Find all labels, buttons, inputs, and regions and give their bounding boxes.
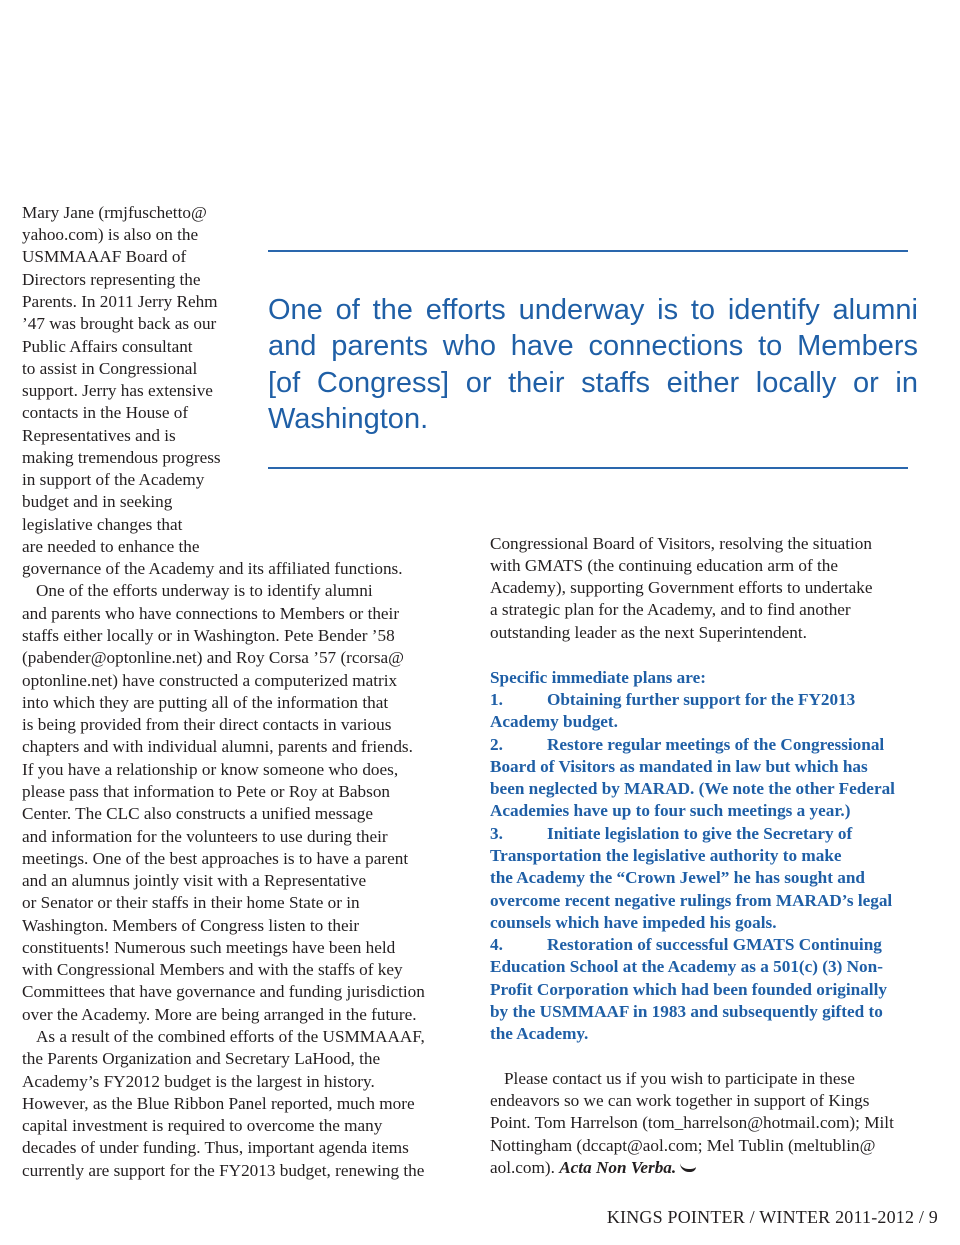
plan-line: Academies have up to four such meetings a year.) bbox=[490, 801, 851, 820]
body-line: contacts in the House of bbox=[22, 403, 189, 422]
body-line: with Congressional Members and with the staffs of key bbox=[22, 960, 403, 979]
closing-last-text: aol.com). bbox=[490, 1158, 560, 1177]
plan-number: 4. bbox=[490, 935, 503, 954]
plan-number: 1. bbox=[490, 690, 503, 709]
plan-line: Education School at the Academy as a 501(c) (3) Non- bbox=[490, 957, 883, 976]
body-line: support. Jerry has extensive bbox=[22, 381, 213, 400]
body-line: Committees that have governance and funding jurisdiction bbox=[22, 982, 425, 1001]
body-line: Parents. In 2011 Jerry Rehm bbox=[22, 292, 218, 311]
body-line: over the Academy. More are being arranged in the future. bbox=[22, 1005, 417, 1024]
body-line: meetings. One of the best approaches is to have a parent bbox=[22, 849, 409, 868]
paragraph-start: Please contact us if you wish to participate in these bbox=[504, 1069, 855, 1088]
plan-line: the Academy. bbox=[490, 1024, 589, 1043]
body-line: Center. The CLC also constructs a unified message bbox=[22, 804, 373, 823]
body-line: with GMATS (the continuing education arm of the bbox=[490, 556, 838, 575]
body-line: decades of under funding. Thus, important agenda items bbox=[22, 1138, 409, 1157]
page-footer: KINGS POINTER / WINTER 2011-2012 / 9 bbox=[606, 1207, 938, 1227]
body-line: budget and in seeking bbox=[22, 492, 173, 511]
body-line: Nottingham (dccapt@aol.com; Mel Tublin (meltublin@ bbox=[490, 1136, 876, 1155]
body-line: Academy), supporting Government efforts to undertake bbox=[490, 578, 873, 597]
pull-quote bbox=[268, 292, 918, 437]
plan-line: Transportation the legislative authority to make bbox=[490, 846, 842, 865]
plan-line: overcome recent negative rulings from MARAD’s legal bbox=[490, 891, 893, 910]
body-line: governance of the Academy and its affiliated functions. bbox=[22, 559, 403, 578]
body-line: Public Affairs consultant bbox=[22, 337, 193, 356]
body-line: endeavors so we can work together in support of Kings bbox=[490, 1091, 870, 1110]
body-line: yahoo.com) is also on the bbox=[22, 225, 199, 244]
body-line: USMMAAAF Board of bbox=[22, 247, 187, 266]
plans-heading: Specific immediate plans are: bbox=[490, 668, 706, 687]
plan-line: Profit Corporation which had been founded originally bbox=[490, 980, 887, 999]
body-line: staffs either locally or in Washington. Pete Bender ’58 bbox=[22, 626, 395, 645]
motto: Acta Non Verba. bbox=[559, 1158, 677, 1177]
plan-number: 2. bbox=[490, 735, 503, 754]
body-line: legislative changes that bbox=[22, 515, 183, 534]
plan-line: Board of Visitors as mandated in law but which has bbox=[490, 757, 868, 776]
plan-line: Restoration of successful GMATS Continuing bbox=[547, 935, 882, 954]
pull-quote-line: One of the efforts underway is to identify alumni bbox=[268, 294, 918, 326]
plan-line: Obtaining further support for the FY2013 bbox=[547, 690, 856, 709]
body-line: and an alumnus jointly visit with a Representative bbox=[22, 871, 367, 890]
body-line: Point. Tom Harrelson (tom_harrelson@hotmail.com); Milt bbox=[490, 1113, 894, 1132]
body-line: making tremendous progress bbox=[22, 448, 221, 467]
body-line: the Parents Organization and Secretary LaHood, the bbox=[22, 1049, 381, 1068]
plan-line: Initiate legislation to give the Secretary of bbox=[547, 824, 853, 843]
body-line: in support of the Academy bbox=[22, 470, 205, 489]
body-line: Washington. Members of Congress listen to their bbox=[22, 916, 360, 935]
pull-quote-line: [of Congress] or their staffs either locally or in bbox=[268, 366, 918, 399]
body-line: chapters and with individual alumni, parents and friends. bbox=[22, 737, 413, 756]
paragraph-start: As a result of the combined efforts of the USMMAAAF, bbox=[36, 1027, 425, 1046]
pull-quote-line: and parents who have connections to Members bbox=[268, 330, 918, 363]
body-line: Representatives and is bbox=[22, 426, 176, 445]
body-line: If you have a relationship or know someone who does, bbox=[22, 760, 399, 779]
ship-icon bbox=[680, 1163, 696, 1172]
plan-line: counsels which have impeded his goals. bbox=[490, 913, 777, 932]
body-line: into which they are putting all of the information that bbox=[22, 693, 389, 712]
pull-quote-bottom-rule bbox=[268, 467, 908, 469]
plan-line: by the USMMAAF in 1983 and subsequently gifted to bbox=[490, 1002, 883, 1021]
body-line: constituents! Numerous such meetings have been held bbox=[22, 938, 396, 957]
body-line: (pabender@optonline.net) and Roy Corsa ’57 (rcorsa@ bbox=[22, 648, 404, 667]
body-line: optonline.net) have constructed a computerized matrix bbox=[22, 671, 398, 690]
body-line: Academy’s FY2012 budget is the largest in history. bbox=[22, 1072, 375, 1091]
plan-line: the Academy the “Crown Jewel” he has sought and bbox=[490, 868, 865, 887]
body-line: to assist in Congressional bbox=[22, 359, 198, 378]
body-line: Mary Jane (rmjfuschetto@ bbox=[22, 203, 207, 222]
body-line: outstanding leader as the next Superintendent. bbox=[490, 623, 807, 642]
body-line: or Senator or their staffs in their home State or in bbox=[22, 893, 360, 912]
body-line: are needed to enhance the bbox=[22, 537, 200, 556]
pull-quote-line: Washington. bbox=[268, 402, 429, 435]
plan-number: 3. bbox=[490, 824, 503, 843]
plan-line: Academy budget. bbox=[490, 712, 618, 731]
body-line: a strategic plan for the Academy, and to find another bbox=[490, 600, 851, 619]
body-line: Directors representing the bbox=[22, 270, 201, 289]
body-line: currently are support for the FY2013 budget, renewing the bbox=[22, 1161, 425, 1180]
body-line: capital investment is required to overcome the many bbox=[22, 1116, 383, 1135]
body-line: and information for the volunteers to use during their bbox=[22, 827, 388, 846]
paragraph-start: One of the efforts underway is to identify alumni bbox=[36, 581, 373, 600]
pull-quote-top-rule bbox=[268, 250, 908, 252]
body-line: is being provided from their direct contacts in various bbox=[22, 715, 392, 734]
plan-line: Restore regular meetings of the Congressional bbox=[547, 735, 885, 754]
plan-line: been neglected by MARAD. (We note the other Federal bbox=[490, 779, 895, 798]
body-line: However, as the Blue Ribbon Panel reported, much more bbox=[22, 1094, 415, 1113]
body-line: Congressional Board of Visitors, resolving the situation bbox=[490, 534, 872, 553]
body-line bbox=[490, 1157, 696, 1179]
body-line: ’47 was brought back as our bbox=[22, 314, 217, 333]
body-line: and parents who have connections to Members or their bbox=[22, 604, 400, 623]
body-line: please pass that information to Pete or Roy at Babson bbox=[22, 782, 391, 801]
